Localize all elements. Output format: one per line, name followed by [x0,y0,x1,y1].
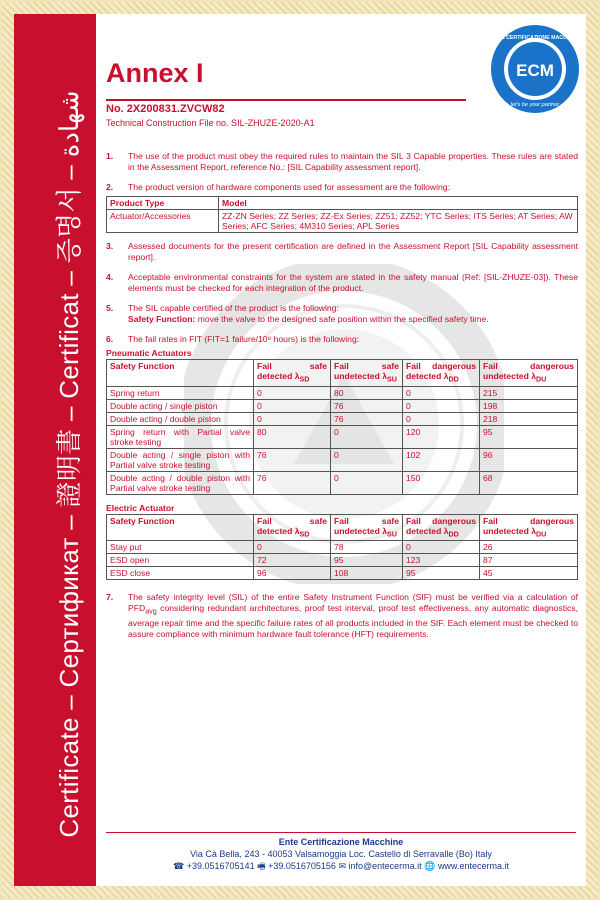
table-cell: 0 [331,425,403,448]
sidebar-band [14,14,96,886]
table-row [107,210,578,233]
table-cell: 218 [480,412,578,425]
row-label: Double acting / double piston [107,412,254,425]
list-item [106,272,578,294]
table-cell: 102 [403,448,480,471]
table-cell: 0 [254,541,331,554]
section-title-pneumatic: Pneumatic Actuators [106,348,192,358]
header-text: Fail safe detected λ [257,515,327,536]
table-header [480,514,578,541]
row-label: Double acting / double piston with Partial valve stroke testing [107,471,254,494]
table-header [403,514,480,541]
header-subscript: SD [299,530,310,539]
item-number: 6. [106,334,114,344]
header-subscript: SU [387,530,397,539]
header-text: Fail dangerous undetected λ [483,361,574,381]
footer-address: Via Cà Bella, 243 - 40053 Valsamoggia Loc. Castello di Serravalle (Bo) Italy [190,849,492,859]
item-text: The fail rates in FIT (FIT=1 failure/10⁹ hours) is the following: [128,334,360,344]
row-label: Stay put [107,541,254,554]
list-item [106,592,578,640]
item-number: 3. [106,241,114,251]
table-header [480,360,578,387]
annex-content [106,151,578,649]
title-rule [106,99,466,101]
item-text-rest: move the valve to the designed safe position within the specified safety time. [195,314,489,324]
row-label: ESD close [107,567,254,580]
electric-fail-rate-table [106,514,578,581]
table-cell: 120 [403,425,480,448]
table-row [107,471,578,494]
table-cell: 0 [254,412,331,425]
table-cell: 76 [331,412,403,425]
table-cell: 0 [403,541,480,554]
table-cell: 96 [254,567,331,580]
table-cell: 76 [254,471,331,494]
table-row [107,554,578,567]
header-subscript: DD [448,375,459,384]
item-text: The use of the product must obey the required rules to maintain the SIL 3 Capable properties. These rules are stated in the Assessment Report, reference No.: [SIL Capability assessment report]. [128,151,578,172]
item-number: 2. [106,182,114,192]
header-text: Fail safe undetected λ [334,515,399,536]
table-cell: Actuator/Accessories [107,210,219,233]
table-cell: 45 [480,567,578,580]
footer-rule [106,832,576,833]
table-header [254,360,331,387]
table-cell: 76 [254,448,331,471]
table-row [107,567,578,580]
table-cell: 87 [480,554,578,567]
table-cell: 80 [331,386,403,399]
sidebar-certificate-text: Certificate – Сертификат – 證明書 – Certificat – 증명서 – شهادة [54,90,84,838]
row-label: Spring return with Partial valve stroke testing [107,425,254,448]
table-cell: 198 [480,399,578,412]
item-number: 7. [106,592,114,603]
header-subscript: DU [536,375,547,384]
page-title: Annex I [106,58,204,88]
table-header [331,514,403,541]
list-item [106,182,578,193]
table-header: Model [219,197,578,210]
table-cell: 0 [403,399,480,412]
table-cell: 76 [331,399,403,412]
header-text: Fail safe detected λ [257,361,327,381]
phone-icon: ☎ [173,861,185,871]
document-page [96,14,586,886]
header-text: Fail dangerous detected λ [406,515,476,536]
table-header [403,360,480,387]
header-subscript: DD [448,530,459,539]
footer-fax: +39.0516705156 [268,861,336,871]
table-header [331,360,403,387]
table-cell: 95 [331,554,403,567]
table-cell: 123 [403,554,480,567]
table-cell: 95 [403,567,480,580]
table-cell: 0 [254,386,331,399]
table-cell: 0 [331,448,403,471]
logo-center-text: ECM [516,61,554,80]
header-subscript: SU [387,375,397,384]
fax-icon: 🖷 [257,861,266,871]
footer-web[interactable]: www.entecerma.it [437,861,509,871]
table-cell: 72 [254,554,331,567]
certificate-number: No. 2X200831.ZVCW82 [106,103,225,115]
table-row [107,399,578,412]
logo-top-text: ENTE CERTIFICAZIONE MACCHINE [490,35,580,41]
table-header [107,360,254,387]
header-text: Safety Function [110,515,175,526]
table-cell: 150 [403,471,480,494]
tech-file-number: Technical Construction File no. SIL-ZHUZE-2020-A1 [106,118,315,128]
list-item [106,151,578,173]
table-cell: 0 [403,386,480,399]
table-row [107,425,578,448]
table-cell: 96 [480,448,578,471]
web-icon: 🌐 [424,861,436,871]
item-text: Acceptable environmental constraints for the system are stated in the safety manual (Ref: [SIL-ZHUZE-03]). These elements must be checked for each integration of the product. [128,272,578,293]
table-row [107,386,578,399]
header-text: Fail dangerous undetected λ [483,515,574,536]
table-cell: 95 [480,425,578,448]
item-text [128,592,578,640]
email-icon: ✉ [338,861,346,871]
footer-contacts [96,860,586,872]
footer-company-name: Ente Certificazione Macchine [278,837,404,847]
table-cell: 108 [331,567,403,580]
header-text: Fail safe undetected λ [334,361,399,381]
item-text: Assessed documents for the present certification are defined in the Assessment Report [SIL Capability assessment report]. [128,241,578,262]
row-label: Spring return [107,386,254,399]
header-subscript: SD [299,375,310,384]
row-label: Double acting / single piston [107,399,254,412]
table-cell: 0 [254,399,331,412]
item-bold-label: Safety Function: [128,314,196,324]
footer-email[interactable]: info@entecerma.it [348,861,422,871]
item-number: 1. [106,151,114,161]
table-cell: 26 [480,541,578,554]
row-label: Double acting / single piston with Partial valve stroke testing [107,448,254,471]
table-cell: 68 [480,471,578,494]
pneumatic-fail-rate-table [106,359,578,495]
table-row [107,412,578,425]
item-subscript: avg [145,608,157,617]
table-header: Product Type [107,197,219,210]
item-text-part: considering redundant architectures, proof test interval, proof test effectiveness, any automatic diagnostics, average repair time and the specific failure rates of all products included in the SIF. Each element must be checked to assure compliance with minimum hardware fault tolerance (HFT) requirements. [128,603,578,640]
item-text: The product version of hardware components used for assessment are the following: [128,182,450,192]
item-number: 4. [106,272,114,282]
footer [96,836,586,872]
header-subscript: DU [536,530,547,539]
table-row [107,448,578,471]
table-cell: 0 [331,471,403,494]
logo-bottom-text: let's be your partner [510,102,560,108]
section-title-electric: Electric Actuator [106,502,175,513]
list-item [106,303,578,325]
footer-phone: +39.0516705141 [186,861,255,871]
ecm-logo [490,24,580,114]
table-cell: 78 [331,541,403,554]
table-header [254,514,331,541]
item-number: 5. [106,303,114,313]
table-cell: 80 [254,425,331,448]
item-text-part: The safety integrity level (SIL) of the entire Safety Instrument Function (SIF) must be verified via a calculation of PFD [128,592,578,614]
table-cell: 0 [403,412,480,425]
table-cell: 215 [480,386,578,399]
product-table [106,196,578,233]
list-item [106,334,578,345]
table-cell: ZZ-ZN Series; ZZ Series; ZZ-Ex Series; ZZ51; ZZ52; YTC Series; ITS Series; AT Series; AW Series; AFC Series; 4M310 Series; APL Series [219,210,578,233]
header-text: Safety Function [110,361,175,371]
item-text [128,303,578,325]
item-text-line: The SIL capable certified of the product is the following: [128,303,339,313]
row-label: ESD open [107,554,254,567]
list-item [106,241,578,263]
table-header [107,514,254,541]
header-text: Fail dangerous detected λ [406,361,476,381]
table-row [107,541,578,554]
